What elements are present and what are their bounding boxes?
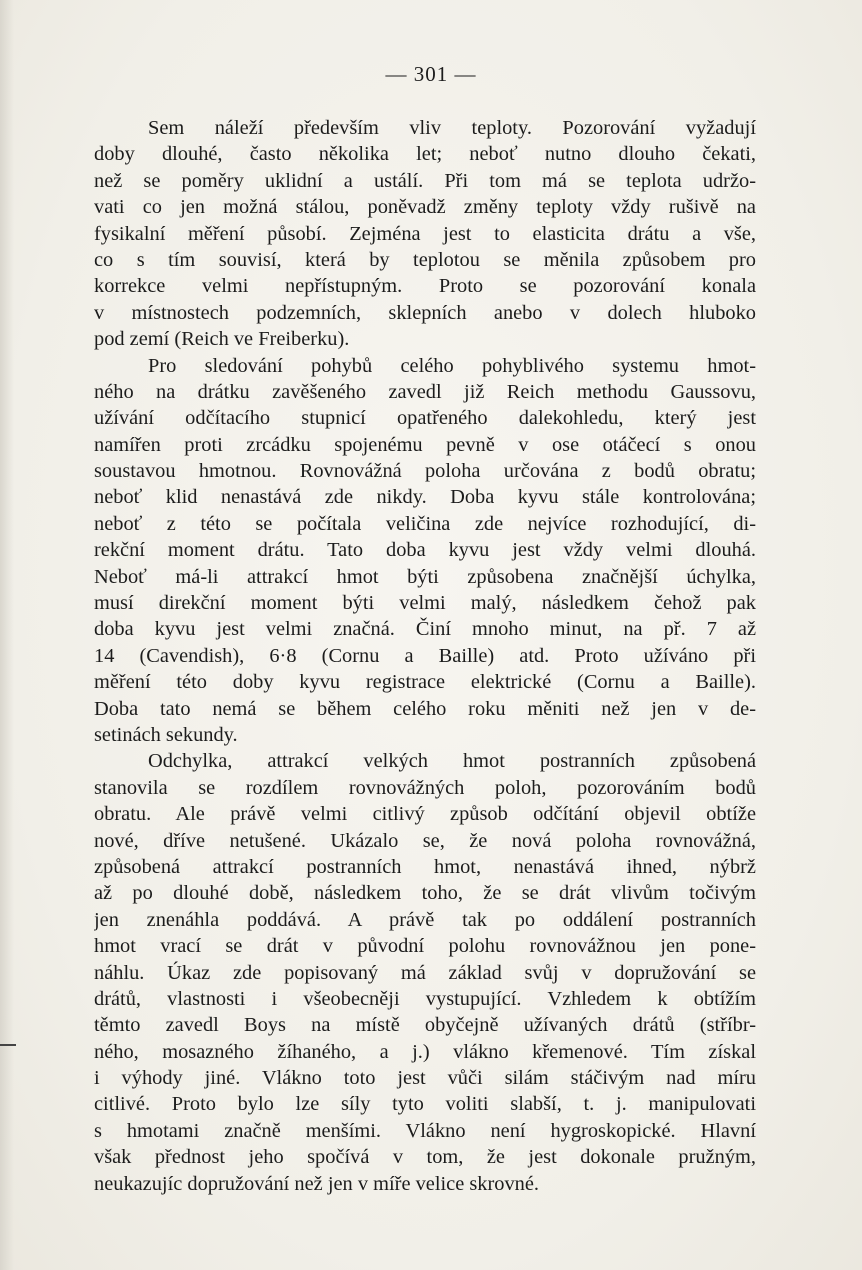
text-line: co s tím souvisí, která by teplotou se měnila způsobem pro — [94, 248, 756, 271]
text-line: těmto zavedl Boys na místě obyčejně užívaných drátů (stříbr- — [94, 1014, 756, 1037]
text-line: Odchylka, attrakcí velkých hmot postranních způsobená — [148, 750, 756, 773]
text-line: s hmotami značně menšími. Vlákno není hygroskopické. Hlavní — [94, 1119, 756, 1142]
text-line: soustavou hmotnou. Rovnovážná poloha určována z bodů obratu; — [94, 460, 756, 483]
text-line: neboť z této se počítala veličina zde nejvíce rozhodující, di- — [94, 512, 756, 535]
text-line: v místnostech podzemních, sklepních anebo v dolech hluboko — [94, 301, 756, 324]
page-edge-shadow — [0, 0, 14, 1270]
text-line: Sem náleží především vliv teploty. Pozorování vyžadují — [148, 117, 756, 139]
text-line: i výhody jiné. Vlákno toto jest vůči silám stáčivým nad míru — [94, 1067, 756, 1090]
text-line: obratu. Ale právě velmi citlivý způsob odčítání objevil obtíže — [94, 803, 756, 826]
margin-mark — [0, 1044, 16, 1046]
text-line: korrekce velmi nepřístupným. Proto se pozorování konala — [94, 275, 756, 298]
text-line: doba kyvu jest velmi značná. Činí mnoho minut, na př. 7 až — [94, 618, 756, 641]
text-line: způsobená attrakcí postranních hmot, nenastává ihned, nýbrž — [94, 855, 756, 878]
page-number: — 301 — — [385, 62, 477, 86]
text-line: jen znenáhla poddává. A právě tak po oddálení postranních — [94, 908, 756, 931]
text-line: citlivé. Proto bylo lze síly tyto voliti slabší, t. j. manipulovati — [94, 1093, 756, 1116]
text-line: stanovila se rozdílem rovnovážných poloh, pozorováním bodů — [94, 776, 756, 799]
text-line: ného, mosazného žíhaného, a j.) vlákno křemenové. Tím získal — [94, 1040, 756, 1063]
text-line: Doba tato nemá se během celého roku měniti než jen v de- — [94, 697, 756, 720]
body-text — [94, 115, 756, 1197]
text-line: setinách sekundy. — [94, 723, 238, 746]
text-line: ného na drátku zavěšeného zavedl již Reich methodu Gaussovu, — [94, 380, 756, 403]
text-line: pod zemí (Reich ve Freiberku). — [94, 328, 350, 351]
text-line: neukazujíc dopružování než jen v míře velice skrovné. — [94, 1172, 540, 1195]
text-line: rekční moment drátu. Tato doba kyvu jest vždy velmi dlouhá. — [94, 539, 756, 562]
text-line: namířen proti zrcádku spojenému pevně v ose otáčecí s onou — [94, 433, 756, 456]
text-line: náhlu. Úkaz zde popisovaný má základ svůj v dopružování se — [94, 961, 756, 984]
text-line: měření této doby kyvu registrace elektrické (Cornu a Baille). — [94, 671, 756, 694]
text-line: fysikalní měření působí. Zejména jest to elasticita drátu a vše, — [94, 222, 756, 245]
text-line: drátů, vlastnosti i všeobecněji vystupující. Vzhledem k obtížím — [94, 987, 756, 1010]
text-line: než se poměry uklidní a ustálí. Při tom má se teplota udržo- — [94, 169, 756, 192]
text-line: užívání odčítacího stupnicí opatřeného dalekohledu, který jest — [94, 407, 756, 430]
text-line: nové, dříve netušené. Ukázalo se, že nová poloha rovnovážná, — [94, 829, 756, 852]
text-line: hmot vrací se drát v původní polohu rovnovážnou jen pone- — [94, 935, 756, 958]
text-line: Pro sledování pohybů celého pohyblivého systemu hmot- — [148, 354, 756, 377]
text-line: až po dlouhé době, následkem toho, že se drát vlivům točivým — [94, 882, 756, 905]
text-line: doby dlouhé, často několika let; neboť nutno dlouho čekati, — [94, 143, 756, 166]
text-line: vati co jen možná stálou, poněvadž změny teploty vždy rušivě na — [94, 196, 756, 219]
text-line: musí direkční moment býti velmi malý, následkem čehož pak — [94, 592, 756, 615]
text-line: však přednost jeho spočívá v tom, že jest dokonale pružným, — [94, 1146, 756, 1169]
text-line: neboť klid nenastává zde nikdy. Doba kyvu stále kontrolována; — [94, 486, 756, 509]
text-line: Neboť má-li attrakcí hmot býti způsobena značnější úchylka, — [94, 565, 756, 588]
text-line: 14 (Cavendish), 6·8 (Cornu a Baille) atd. Proto užíváno při — [94, 644, 756, 667]
